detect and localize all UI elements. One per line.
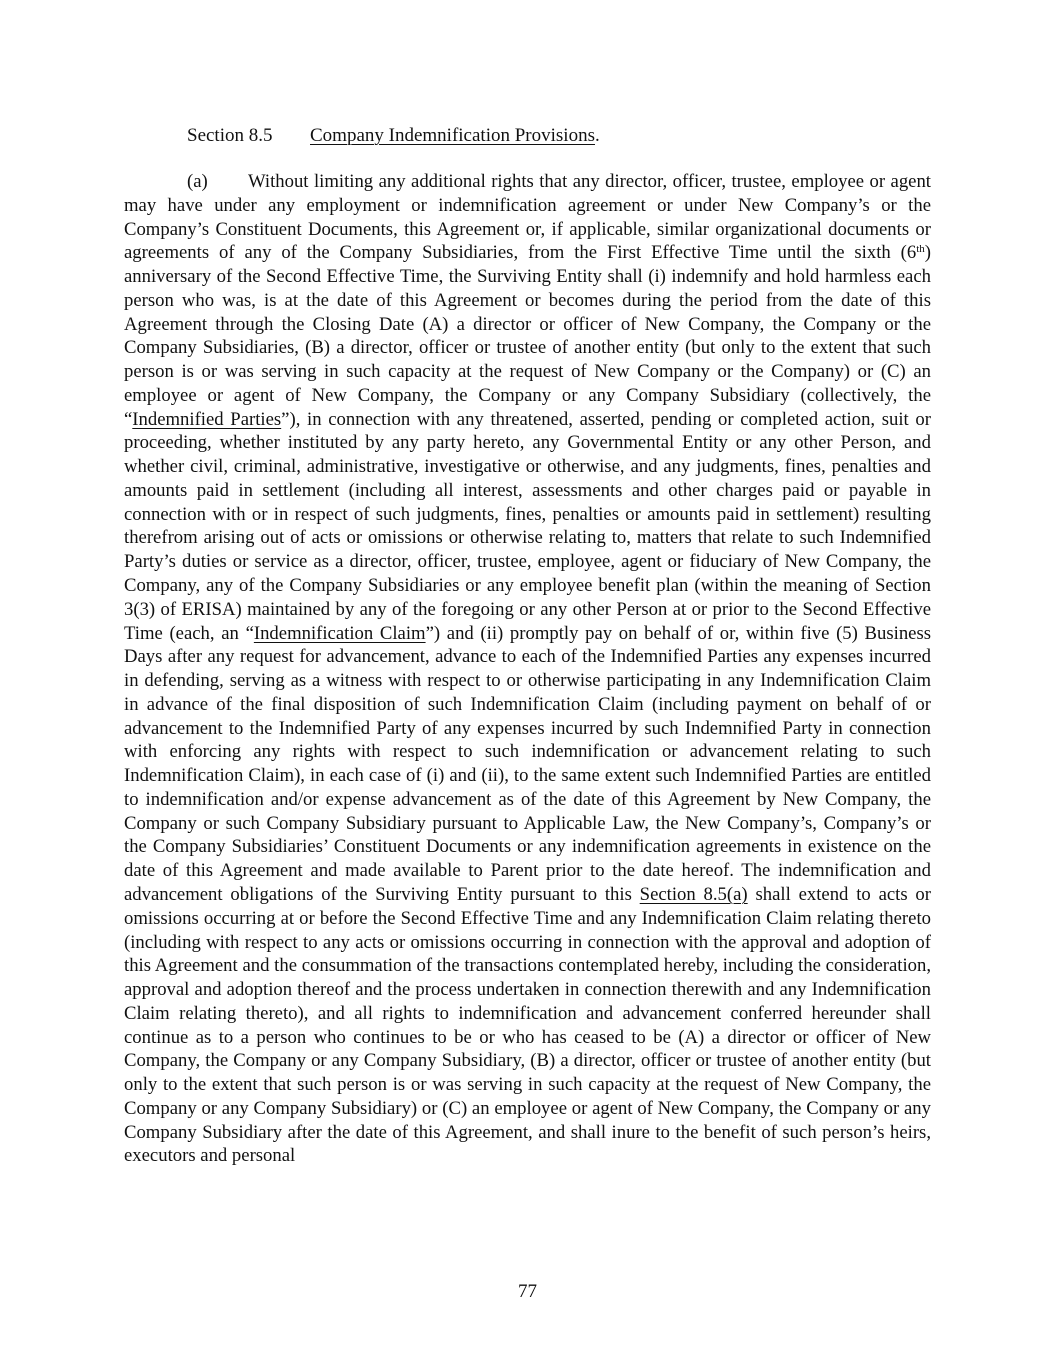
section-title-period: . — [594, 125, 600, 146]
ordinal-superscript: th — [916, 243, 925, 256]
paragraph-a — [124, 170, 931, 1168]
paragraph-label: (a) — [187, 171, 208, 192]
section-heading — [187, 124, 600, 148]
paragraph-text-2: ) anniversary of the Second Effective Time, the Surviving Entity shall (i) indemnify and hold harmless each person who was, is at the date of this Agreement or becomes during the period from the date of this Agreement through the Closing Date (A) a director or officer of New Company, the Company or the Company Subsidiaries, (B) a director, officer or trustee of another entity (but only to the extent that such person is or was serving in such capacity at the request of New Company or the Company) or (C) an employee or agent of New Company, the Company or any Company Subsidiary (collectively, the “ — [124, 242, 931, 430]
paragraph-text-5: shall extend to acts or omissions occurring at or before the Second Effective Time and any Indemnification Claim relating thereto (including with respect to any acts or omissions occurring in connection with the approval and adoption of this Agreement and the consummation of the transactions contemplated hereby, including the consideration, approval and adoption thereof and the process undertaken in connection therewith and any Indemnification Claim relating thereto), and all rights to indemnification and advancement conferred hereunder shall continue as to a person who continues to be or who has ceased to be (A) a director or officer of New Company, the Company or any Company Subsidiary, (B) a director, officer or trustee of another entity (but only to the extent that such person is or was serving in such capacity at the request of New Company, the Company or any Company Subsidiary) or (C) an employee or agent of New Company, the Company or any Company Subsidiary after the date of this Agreement, and shall inure to the benefit of such person’s heirs, executors and personal — [124, 883, 932, 1167]
paragraph-text-4: ”) and (ii) promptly pay on behalf of or, within five (5) Business Days after any request for advancement, advance to each of the Indemnified Parties any expenses incurred in defending, serving as a witness with respect to or otherwise participating in any Indemnification Claim in advance of the final disposition of such Indemnification Claim (including payment on behalf of or advancement to the Indemnified Party of any expenses incurred by such Indemnified Party in connection with enforcing any rights with respect to such indemnification or advancement relating to such Indemnification Claim), in each case of (i) and (ii), to the same extent such Indemnified Parties are entitled to indemnification and/or expense advancement as of the date of this Agreement by New Company, the Company or such Company Subsidiary pursuant to Applicable Law, the New Company’s, Company’s or the Company Subsidiaries’ Constituent Documents or any indemnification agreements in existence on the date of this Agreement and made available to Parent prior to the date hereof. The indemnification and advancement obligations of the Surviving Entity pursuant to this — [124, 622, 931, 905]
page-number: 77 — [518, 1281, 537, 1302]
section-reference: Section 8.5(a) — [639, 883, 748, 905]
paragraph-text-3: ”), in connection with any threatened, asserted, pending or completed action, suit or proceeding, whether instituted by any party hereto, any Governmental Entity or any other Person, and whether civil, criminal, administrative, investigative or otherwise, and any judgments, fines, penalties and amounts paid in settlement (including all interest, assessments and other charges paid or payable in connection with or in respect of such judgments, fines, penalties or amounts paid in settlement) resulting therefrom arising out of acts or omissions or otherwise relating to, matters that relate to such Indemnified Party’s duties or service as a director, officer, trustee, employee, agent or fiduciary of New Company, the Company, any of the Company Subsidiaries or any employee benefit plan (within the meaning of Section 3(3) of ERISA) maintained by any of the foregoing or any other Person at or prior to the Second Effective Time (each, an “ — [124, 408, 931, 644]
defined-term-indemnified-parties: Indemnified Parties — [132, 408, 282, 430]
paragraph-text-1: Without limiting any additional rights that any director, officer, trustee, employee or agent may have under any employment or indemnification agreement or under New Company’s or the Company’s Constituent Documents, this Agreement or, if applicable, similar organizational documents or agreements of any of the Company Subsidiaries, from the First Effective Time until the sixth (6 — [124, 171, 931, 264]
section-number: Section 8.5 — [187, 125, 273, 146]
defined-term-indemnification-claim: Indemnification Claim — [253, 622, 426, 644]
section-title: Company Indemnification Provisions — [310, 125, 595, 146]
